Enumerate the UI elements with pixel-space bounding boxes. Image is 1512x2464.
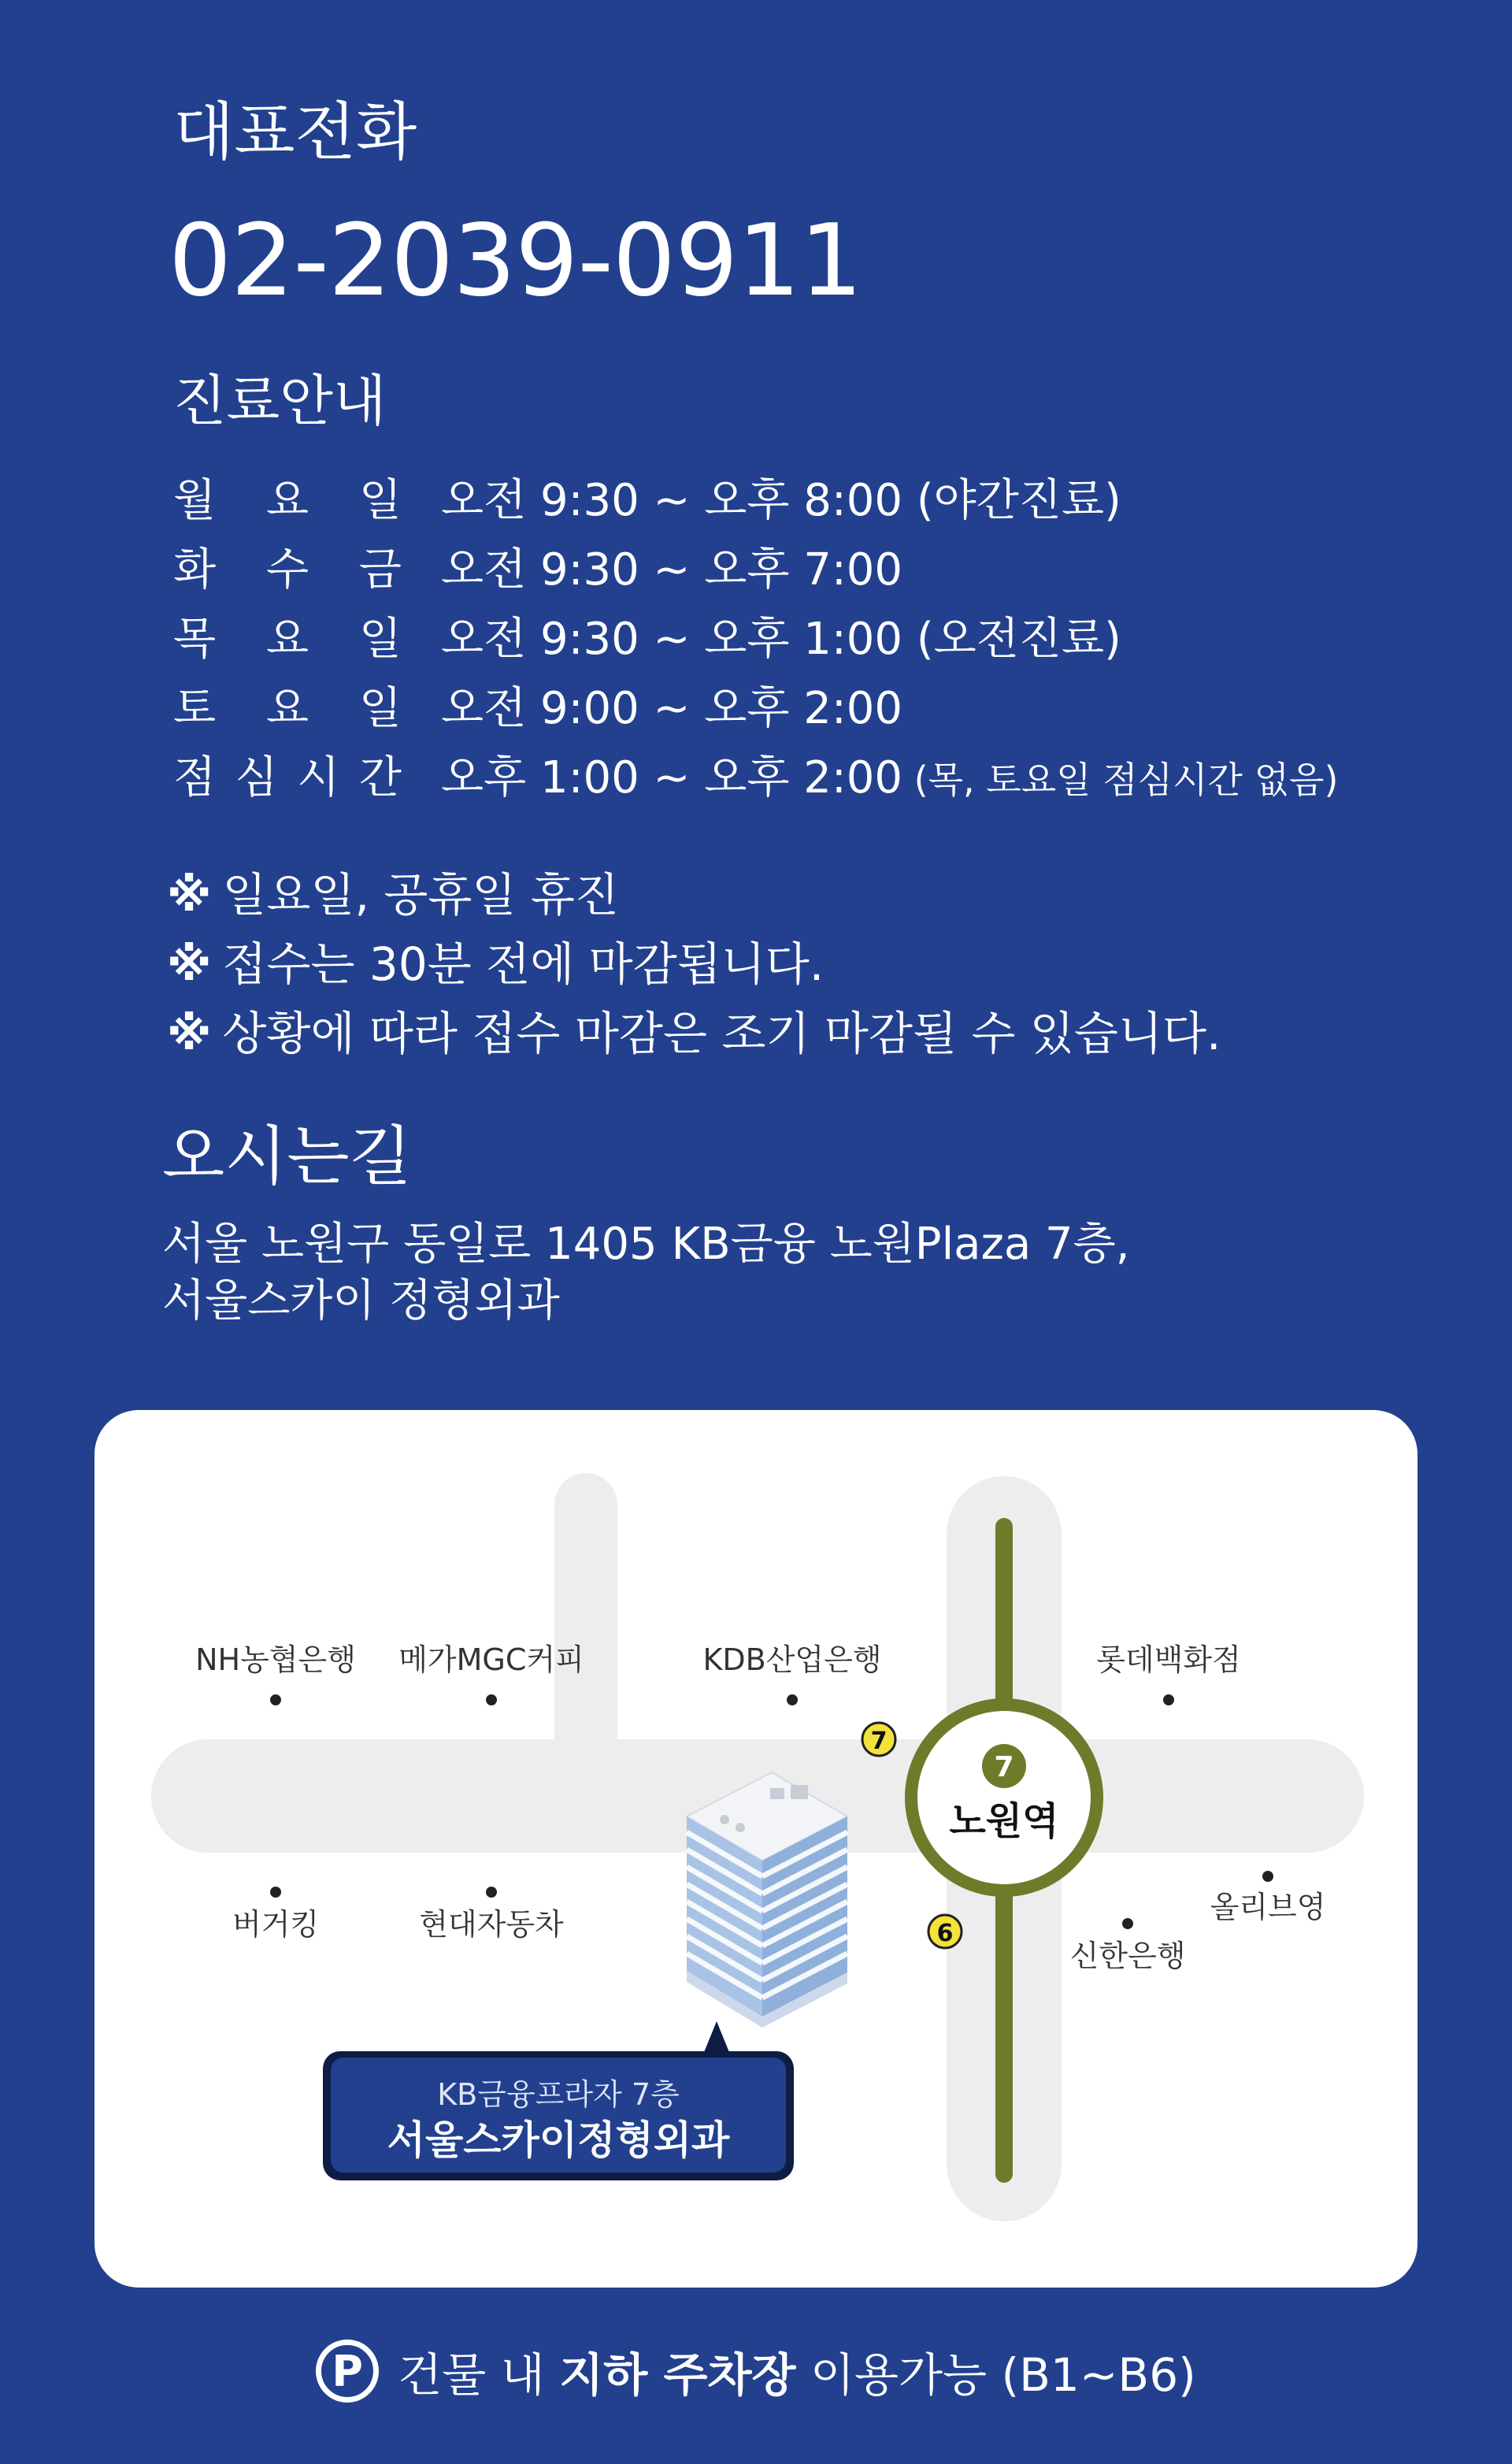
hours-time-range: 오후 1:00 ~ 오후 2:00 — [441, 752, 903, 803]
exit-6-label: 6 — [936, 1920, 954, 1947]
landmark-dot — [486, 1694, 497, 1705]
hours-time-range: 오전 9:00 ~ 오후 2:00 — [441, 683, 903, 734]
hours-time — [441, 750, 1338, 808]
parking-text-b: 이용가능 (B1~B6) — [795, 2348, 1196, 2402]
hours-day-char: 일 — [358, 683, 402, 734]
hours-day-char: 요 — [265, 475, 309, 526]
landmark-dot — [486, 1887, 497, 1898]
hours-time — [441, 473, 1121, 529]
parking-text-a: 건물 내 — [398, 2348, 560, 2402]
hours-day-char: 간 — [358, 752, 402, 803]
parking-info — [0, 2332, 1512, 2410]
hours-day-char: 목 — [173, 614, 217, 665]
hours-day-char: 토 — [173, 683, 217, 734]
tag-clinic-name: 서울스카이정형외과 — [387, 2117, 730, 2163]
hours-day — [173, 473, 402, 529]
hours-time-range: 오전 9:30 ~ 오후 1:00 (오전진료) — [441, 614, 1121, 665]
landmark-shinhan-bank: 신한은행 — [1069, 1939, 1186, 1973]
address-line-2: 서울스카이 정형외과 — [162, 1275, 560, 1327]
landmark-burger-king: 버거킹 — [232, 1907, 320, 1942]
hours-day-char: 일 — [358, 475, 402, 526]
landmark-hyundai-motors: 현대자동차 — [419, 1907, 564, 1942]
hours-day-char: 요 — [265, 614, 309, 665]
map-canvas — [94, 1410, 1418, 2288]
hours-day — [173, 681, 402, 737]
notice-text: 상황에 따라 접수 마감은 조기 마감될 수 있습니다. — [222, 1007, 1221, 1060]
phone-number[interactable]: 02-2039-0911 — [169, 202, 862, 318]
hours-day-char: 월 — [173, 475, 217, 526]
hours-day-char: 점 — [173, 752, 217, 803]
landmark-kdb-bank: KDB산업은행 — [702, 1642, 882, 1677]
contact-label: 대표전화 — [173, 95, 417, 169]
address-line-1: 서울 노원구 동일로 1405 KB금융 노원Plaza 7층, — [162, 1219, 1130, 1270]
tag-floor: KB금융프라자 7층 — [437, 2077, 680, 2112]
landmark-dot — [1122, 1918, 1133, 1929]
station-ring — [911, 1705, 1097, 1891]
location-map — [94, 1410, 1418, 2288]
hours-day — [173, 750, 402, 807]
landmark-mega-coffee: 메가MGC커피 — [398, 1642, 584, 1677]
reference-mark-icon: ※ — [167, 868, 212, 922]
landmark-dot — [787, 1694, 798, 1705]
notice-item — [167, 933, 824, 996]
notice-text: 접수는 30분 전에 마감됩니다. — [222, 937, 825, 991]
landmark-dot — [270, 1887, 281, 1898]
notice-item — [167, 863, 619, 926]
hours-note: (목, 토요일 점심시간 없음) — [902, 759, 1339, 801]
hours-time-range: 오전 9:30 ~ 오후 8:00 (야간진료) — [441, 475, 1121, 526]
building-icon — [687, 1772, 847, 2028]
hours-day-char: 심 — [235, 752, 278, 803]
notice-item — [167, 1002, 1221, 1065]
landmark-lotte-department: 롯데백화점 — [1096, 1642, 1241, 1677]
hours-time — [441, 542, 902, 599]
station-name: 노원역 — [949, 1799, 1059, 1843]
landmark-olive-young: 올리브영 — [1210, 1890, 1326, 1924]
hours-day-char: 일 — [358, 614, 402, 665]
hours-time — [441, 611, 1121, 668]
line-number: 7 — [994, 1751, 1014, 1783]
hours-day-char: 시 — [297, 752, 340, 803]
hours-title: 진료안내 — [173, 369, 387, 433]
directions-title: 오시는길 — [162, 1119, 412, 1194]
hours-time-range: 오전 9:30 ~ 오후 7:00 — [441, 544, 903, 596]
exit-7-label: 7 — [870, 1727, 888, 1755]
hours-day-char: 금 — [358, 544, 402, 596]
hours-day — [173, 611, 402, 668]
parking-text-bold: 지하 주차장 — [559, 2348, 796, 2402]
landmark-nh-bank: NH농협은행 — [195, 1642, 356, 1677]
landmark-dot — [270, 1694, 281, 1705]
reference-mark-icon: ※ — [167, 937, 212, 991]
landmark-dot — [1262, 1871, 1273, 1882]
landmark-dot — [1163, 1694, 1174, 1705]
hours-day-char: 화 — [173, 544, 217, 596]
hours-time — [441, 681, 902, 737]
hours-day — [173, 542, 402, 599]
parking-icon: P — [316, 2340, 379, 2403]
hours-day-char: 요 — [265, 683, 309, 734]
hours-day-char: 수 — [265, 544, 309, 596]
notice-text: 일요일, 공휴일 휴진 — [222, 868, 619, 922]
reference-mark-icon: ※ — [167, 1007, 212, 1060]
